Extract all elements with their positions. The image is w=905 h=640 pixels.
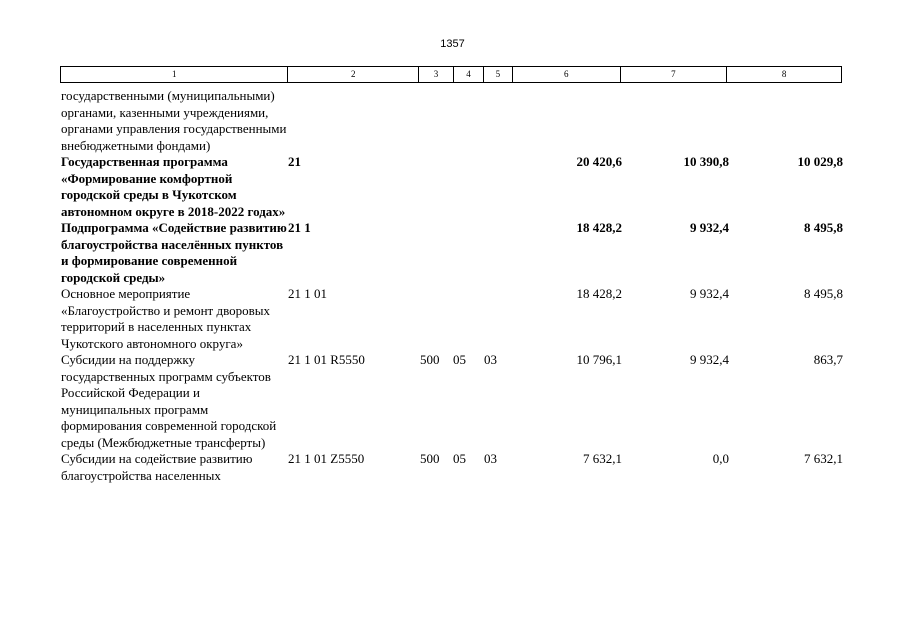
column-header-1: 1 (61, 67, 288, 82)
row-value-col6: 7 632,1 (583, 451, 622, 466)
row-subsection: 03 (484, 451, 497, 466)
row-name: Субсидии на поддержку государственных программ субъектов Российской Федерации и муниципальных программ формирования современной городской среды (Межбюджетные трансферты) (61, 352, 277, 450)
column-header-8: 8 (781, 69, 787, 79)
table-row (61, 451, 846, 484)
column-header-7: 7 (621, 67, 728, 82)
column-header-4: 4 (454, 67, 484, 82)
row-value-col7: 9 932,4 (690, 220, 729, 235)
row-name: Субсидии на содействие развитию благоустройства населенных (61, 451, 253, 483)
row-expense-type: 500 (420, 352, 440, 367)
column-header-2: 2 (288, 67, 419, 82)
row-code: 21 1 01 Z5550 (288, 451, 365, 466)
row-name: государственными (муниципальными) органами, казенными учреждениями, органами управления государственными внебюджетными фондами) (61, 88, 287, 153)
column-header-6: 6 (513, 67, 621, 82)
column-header-5: 5 (484, 67, 513, 82)
budget-table-body (61, 88, 846, 484)
table-row (61, 154, 846, 220)
row-code: 21 1 (288, 220, 311, 235)
table-row (61, 352, 846, 451)
row-value-col6: 20 420,6 (576, 154, 622, 169)
row-value-col8: 8 495,8 (804, 286, 843, 301)
row-section: 05 (453, 352, 466, 367)
row-value-col6: 18 428,2 (576, 220, 622, 235)
row-name: Государственная программа «Формирование комфортной городской среды в Чукотском автономном округе в 2018-2022 годах» (61, 154, 286, 219)
row-value-col8: 8 495,8 (804, 220, 843, 235)
table-column-header-row (60, 66, 842, 83)
row-value-col8: 863,7 (813, 352, 843, 367)
row-code: 21 1 01 R5550 (288, 352, 365, 367)
table-row (61, 286, 846, 352)
table-row (61, 220, 846, 286)
row-value-col7: 10 390,8 (683, 154, 729, 169)
row-name: Подпрограмма «Содействие развитию благоустройства населённых пунктов и формирование современной городской среды» (61, 220, 287, 285)
row-section: 05 (453, 451, 466, 466)
row-value-col6: 18 428,2 (576, 286, 622, 301)
row-value-col6: 10 796,1 (576, 352, 622, 367)
row-name: Основное мероприятие «Благоустройство и ремонт дворовых территорий в населенных пунктах Чукотского автономного округа» (61, 286, 271, 351)
row-code: 21 1 01 (288, 286, 327, 301)
row-expense-type: 500 (420, 451, 440, 466)
table-row (61, 88, 846, 154)
row-value-col8: 10 029,8 (797, 154, 843, 169)
page-number: 1357 (440, 38, 465, 50)
row-value-col7: 0,0 (712, 451, 729, 466)
column-header-3: 3 (419, 67, 454, 82)
row-code: 21 (288, 154, 301, 169)
row-value-col7: 9 932,4 (690, 286, 729, 301)
row-value-col8: 7 632,1 (804, 451, 843, 466)
row-value-col7: 9 932,4 (690, 352, 729, 367)
row-subsection: 03 (484, 352, 497, 367)
